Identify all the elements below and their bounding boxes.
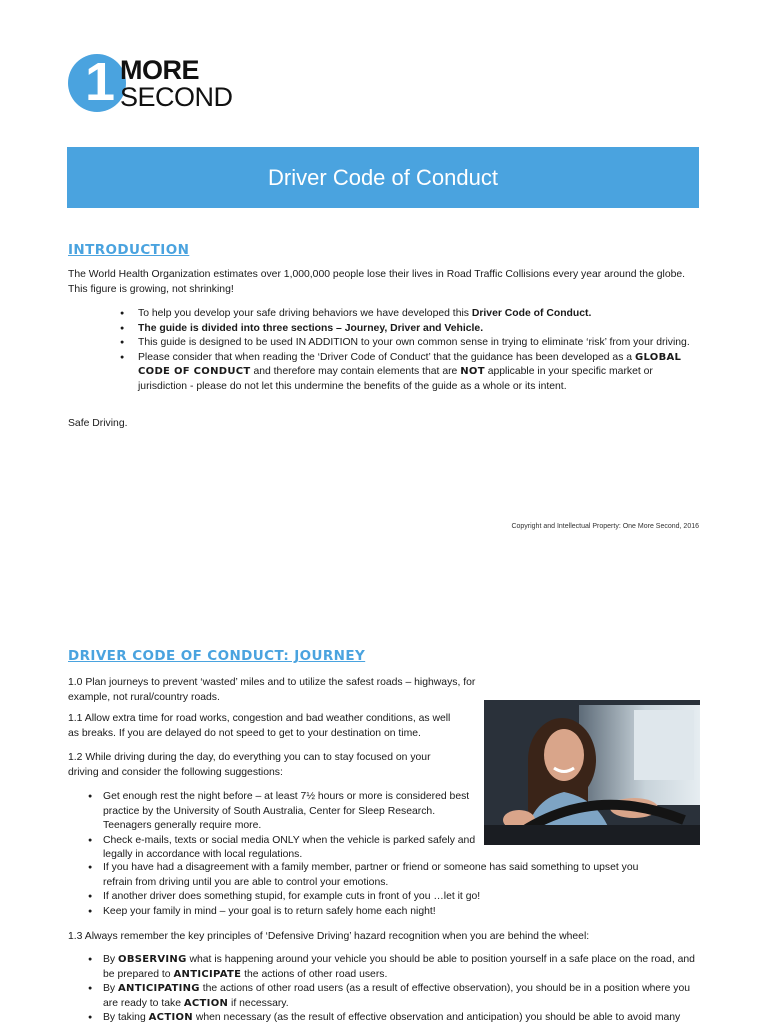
intro-paragraph: The World Health Organization estimates over 1,000,000 people lose their lives in Road Traffic Collisions every year around the globe. This figure is growing, not shrinking! <box>68 269 686 295</box>
defensive-driving-list <box>86 953 701 1026</box>
logo-line-more: MORE <box>120 55 199 85</box>
photo-illustration <box>484 700 700 845</box>
principle-text: if necessary. <box>228 997 289 1009</box>
list-item <box>108 322 703 337</box>
bullet-emphasis: The guide is divided into three sections – Journey, Driver and Vehicle. <box>138 322 484 334</box>
bullet-text: applicable in your specific market or jurisdiction - please do not let this undermine the benefits of the guide as a whole or its intent. <box>138 366 653 392</box>
principle-keyword: ACTION <box>148 1012 193 1023</box>
list-item: ● Keep your family in mind – your goal is to return safely home each night! <box>86 905 666 920</box>
section-1-1: 1.1 Allow extra time for road works, congestion and bad weather conditions, as well as breaks. If you are delayed do not speed to get to your destination on time. <box>68 713 451 739</box>
principle-keyword: ANTICIPATE <box>173 968 242 980</box>
principle-text: when necessary (as the result of effective observation and anticipation) you should be able to avoid many <box>192 1012 681 1023</box>
principle-text: the actions of other road users. <box>241 968 388 980</box>
journey-heading: DRIVER CODE OF CONDUCT: JOURNEY <box>68 648 366 664</box>
list-item <box>108 351 703 395</box>
list-item: ● Get enough rest the night before – at least 7½ hours or more is considered best practice by the University of South Australia, Center for Sleep Research. Teenagers generally require more. <box>86 790 481 834</box>
principle-keyword: OBSERVING <box>118 954 187 965</box>
title-banner <box>67 147 699 208</box>
bullet-text: To help you develop your safe driving behaviors we have developed this <box>138 308 472 319</box>
closing-line: Safe Driving. <box>68 418 128 429</box>
list-item: ● If another driver does something stupid, for example cuts in front of you …let it go! <box>86 890 666 905</box>
list-item <box>86 953 701 982</box>
section-1-3: 1.3 Always remember the key principles of ‘Defensive Driving’ hazard recognition when you are behind the wheel: <box>68 931 590 942</box>
list-item <box>108 307 703 322</box>
principle-text: By <box>103 954 119 965</box>
bullet-keyword: GLOBAL CODE OF CONDUCT <box>138 351 682 377</box>
principle-keyword: ANTICIPATING <box>118 983 200 994</box>
bullet-text: and therefore may contain elements that are <box>250 366 461 377</box>
company-logo <box>68 54 248 114</box>
principle-keyword: ACTION <box>183 997 229 1009</box>
principle-text: By <box>103 983 119 994</box>
document-title: Driver Code of Conduct <box>268 164 498 190</box>
section-1-0: 1.0 Plan journeys to prevent ‘wasted’ miles and to utilize the safest roads – highways, for example, not rural/country roads. <box>68 677 476 703</box>
principle-text: what is happening around your vehicle you should be able to position yourself in a safe place on the road, and be prepared to <box>103 954 695 980</box>
list-item <box>86 1011 701 1026</box>
woman-driving-photo <box>484 700 700 845</box>
bullet-text: Please consider that when reading the ‘Driver Code of Conduct’ that the guidance has been developed as a <box>138 351 635 363</box>
list-item: ● If you have had a disagreement with a family member, partner or friend or someone has said something to upset you refrain from driving until you are able to control your emotions. <box>86 861 666 890</box>
section-1-2: 1.2 While driving during the day, do everything you can to stay focused on your driving and consider the following suggestions: <box>68 752 431 778</box>
list-item <box>86 982 701 1011</box>
logo-line-second: SECOND <box>120 82 233 112</box>
principle-text: By taking <box>103 1012 149 1023</box>
introduction-heading: INTRODUCTION <box>68 242 190 258</box>
intro-bullet-list <box>108 307 703 394</box>
bullet-text: This guide is designed to be used IN ADDITION to your own common sense in trying to eliminate ‘risk’ from your driving. <box>138 337 690 348</box>
journey-bullet-list-a <box>86 790 481 863</box>
list-item: ● Check e-mails, texts or social media ONLY when the vehicle is parked safely and legally in accordance with local regulations. <box>86 834 481 863</box>
bullet-keyword: NOT <box>460 366 485 377</box>
principle-text: the actions of other road users (as a result of effective observation), you should be in a position where you are ready to take <box>103 983 691 1009</box>
copyright-notice: Copyright and Intellectual Property: One More Second, 2016 <box>511 523 699 530</box>
bullet-emphasis: Driver Code of Conduct. <box>471 308 592 319</box>
logo-numeral: 1 <box>85 52 116 112</box>
journey-bullet-list-b <box>86 861 666 919</box>
list-item <box>108 336 703 351</box>
